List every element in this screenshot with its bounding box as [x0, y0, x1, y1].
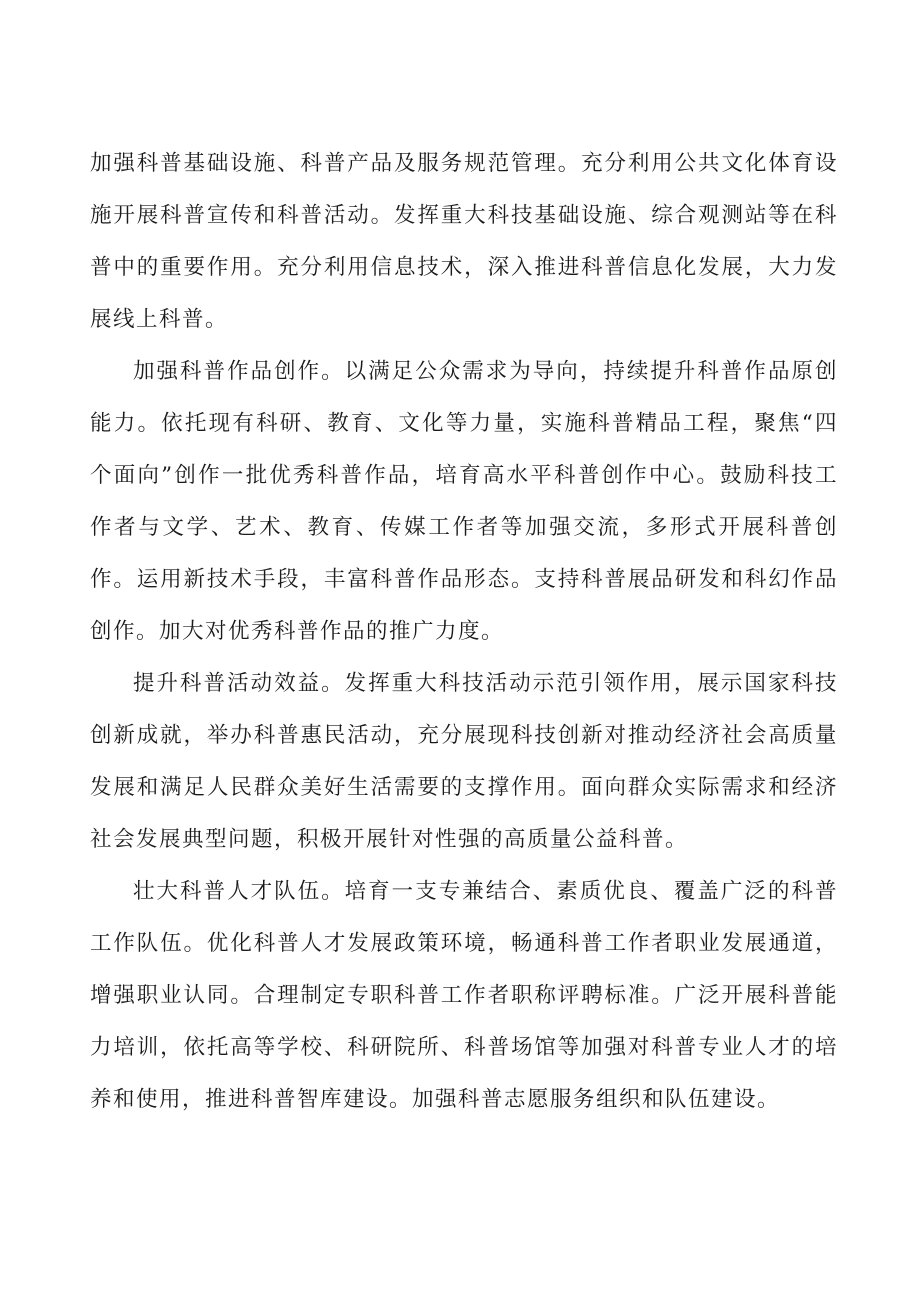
- paragraph-works-creation: 加强科普作品创作。以满足公众需求为导向，持续提升科普作品原创能力。依托现有科研、教育、文化等力量，实施科普精品工程，聚焦“四个面向”创作一批优秀科普作品，培育高水平科普创作中心。鼓励科技工作者与文学、艺术、教育、传媒工作者等加强交流，多形式开展科普创作。运用新技术手段，丰富科普作品形态。支持科普展品研发和科幻作品创作。加大对优秀科普作品的推广力度。: [90, 359, 838, 644]
- document-page: [90, 138, 838, 1126]
- paragraph-talent-team: 壮大科普人才队伍。培育一支专兼结合、素质优良、覆盖广泛的科普工作队伍。优化科普人才发展政策环境，畅通科普工作者职业发展通道，增强职业认同。合理制定专职科普工作者职称评聘标准。广泛开展科普能力培训，依托高等学校、科研院所、科普场馆等加强对科普专业人才的培养和使用，推进科普智库建设。加强科普志愿服务组织和队伍建设。: [90, 879, 838, 1112]
- paragraph-activity-benefits: 提升科普活动效益。发挥重大科技活动示范引领作用，展示国家科技创新成就，举办科普惠民活动，充分展现科技创新对推动经济社会高质量发展和满足人民群众美好生活需要的支撑作用。面向群众实际需求和经济社会发展典型问题，积极开展针对性强的高质量公益科普。: [90, 671, 838, 852]
- paragraph-infrastructure: 加强科普基础设施、科普产品及服务规范管理。充分利用公共文化体育设施开展科普宣传和科普活动。发挥重大科技基础设施、综合观测站等在科普中的重要作用。充分利用信息技术，深入推进科普信息化发展，大力发展线上科普。: [90, 151, 838, 332]
